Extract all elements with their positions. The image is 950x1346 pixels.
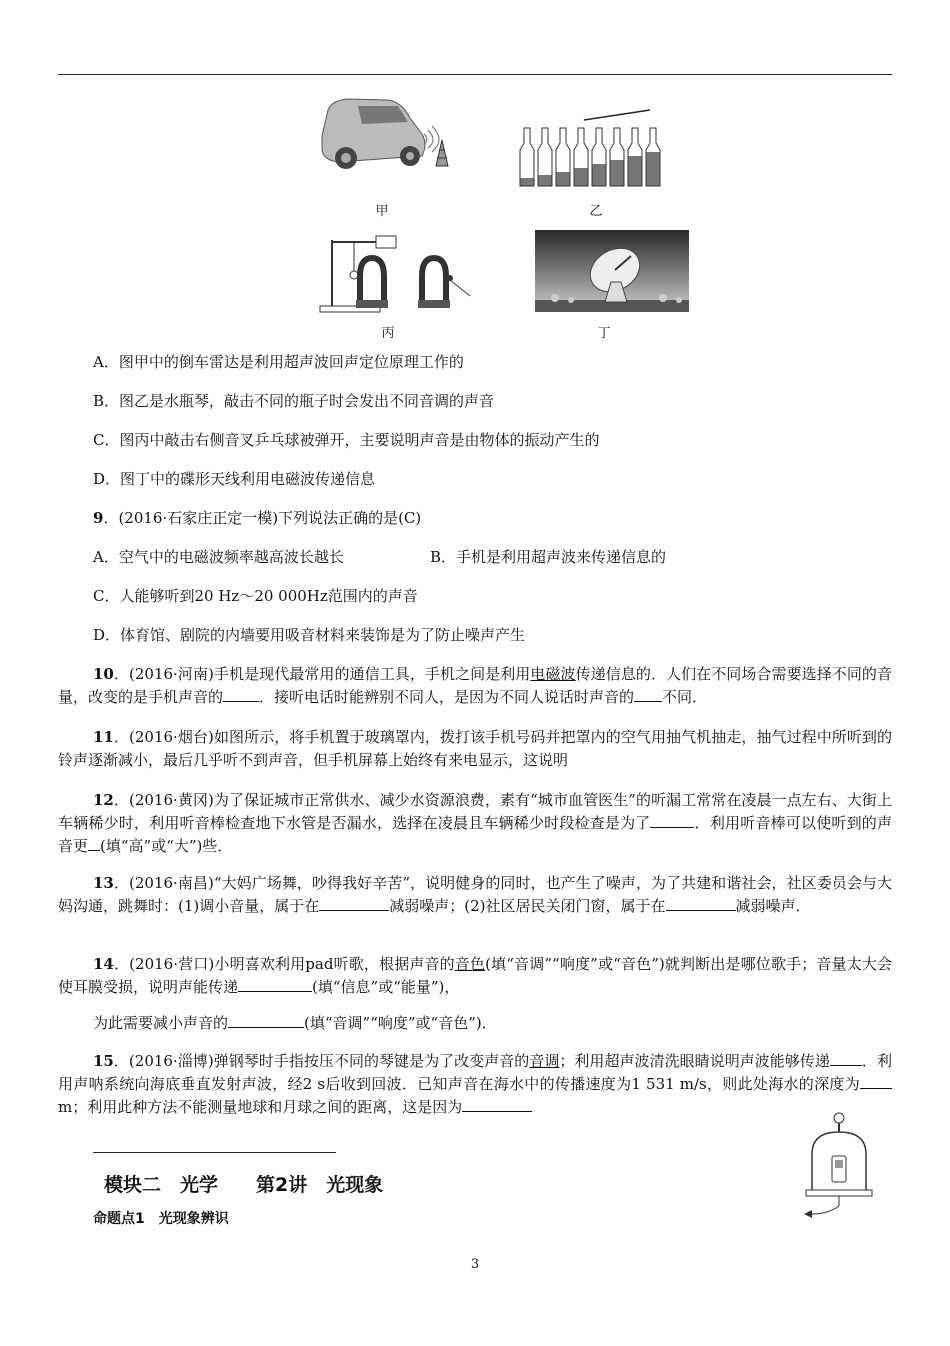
- q15-blank-3[interactable]: [860, 1074, 892, 1089]
- q14-text-5: (填“音调”“响度”或“音色”)．: [304, 1014, 497, 1032]
- question-10: [58, 663, 892, 709]
- q12-blank-1[interactable]: [650, 813, 694, 828]
- q10-blank-2[interactable]: [223, 687, 259, 702]
- q12-blank-2[interactable]: [88, 836, 100, 851]
- figure-bing-caption: 丙: [381, 326, 395, 341]
- q15-text-4: m；利用此种方法不能测量地球和月球之间的距离，这是因为: [58, 1098, 463, 1116]
- q15-number: 15: [93, 1052, 114, 1070]
- q14-text-1: ．(2016·营口)小明喜欢利用pad听歌，根据声音的: [113, 955, 455, 973]
- q12-number: 12: [93, 791, 114, 809]
- q15-text-2: ；利用超声波清洗眼睛说明声波能够传递: [559, 1052, 830, 1070]
- figure-ding-dish-antenna: [535, 230, 689, 312]
- q11-text: ．(2016·烟台)如图所示，将手机置于玻璃罩内，拨打该手机号码并把罩内的空气用抽气机抽走，抽气过程中所听到的铃声逐渐减小，最后几乎听不到声音，但手机屏幕上始终有来电显示，这说明: [58, 728, 892, 769]
- q15-answer-1: 音调: [529, 1052, 560, 1070]
- q13-text-2: 减弱噪声；(2)社区居民关闭门窗，属于在: [389, 897, 666, 915]
- q12-text-1: ．(2016·黄冈)为了保证城市正常供水、减少水资源浪费，素有“城市血管医生”的听漏工常常在凌晨一点左右、大街上车辆稀少时，利用听音棒检查地下水管是否漏水，选择在凌晨且车辆稀少时段检查是为了: [58, 791, 892, 832]
- question-13: [58, 872, 892, 918]
- figure-jia-reversing-radar: [318, 96, 458, 178]
- q15-text-1: ．(2016·淄博)弹钢琴时手指按压不同的琴键是为了改变声音的: [113, 1052, 530, 1070]
- q8-option-c: C．图丙中敲击右侧音叉乒乓球被弹开，主要说明声音是由物体的振动产生的: [93, 431, 600, 449]
- q12-text-2: ．利用听音棒可以使听到的声音更: [58, 814, 892, 855]
- header-rule: [58, 74, 892, 75]
- q14-text-4: 为此需要减小声音的: [93, 1014, 229, 1032]
- q14-text-2: (填“音调”“响度”或“音色”)就判断出是哪位歌手；音量太大会使耳膜受损，说明声能传递: [58, 955, 892, 996]
- module-heading: 模块二 光学 第2讲 光现象: [104, 1174, 384, 1196]
- q14-blank-2[interactable]: [238, 977, 312, 992]
- page-number: 3: [470, 1257, 480, 1272]
- q9-stem: [93, 508, 421, 528]
- question-11: [58, 726, 892, 772]
- footnote-rule: [93, 1152, 336, 1153]
- q13-number: 13: [93, 874, 114, 892]
- q13-blank-1[interactable]: [319, 896, 389, 911]
- q14-text-3: (填“信息”或“能量”)，: [312, 978, 460, 996]
- q9-option-d: D．体育馆、剧院的内墙要用吸音材料来装饰是为了防止噪声产生: [93, 626, 526, 644]
- figure-yi-caption: 乙: [589, 204, 603, 219]
- q13-blank-2[interactable]: [666, 896, 736, 911]
- q15-blank-2[interactable]: [830, 1051, 862, 1066]
- q14-number: 14: [93, 955, 114, 973]
- q10-answer-1: 电磁波: [530, 665, 576, 683]
- q12-text-3: (填“高”或“大”)些．: [100, 837, 233, 855]
- q15-blank-4[interactable]: [462, 1097, 532, 1112]
- q8-option-d: D．图丁中的碟形天线利用电磁波传递信息: [93, 470, 376, 488]
- q8-option-b: B．图乙是水瓶琴，敲击不同的瓶子时会发出不同音调的声音: [93, 392, 495, 410]
- figure-yi-water-bottles: [518, 108, 670, 188]
- q14-blank-3[interactable]: [228, 1013, 304, 1028]
- figure-ding-caption: 丁: [597, 326, 611, 341]
- q9-number: 9: [93, 509, 104, 527]
- topic-subheading: 命题点1 光现象辨识: [93, 1211, 229, 1227]
- q14-answer-1: 音色: [454, 955, 486, 973]
- q10-text-2: 传递信息的．人们在不同场合需要选择不同的音量，改变的是手机声音的: [58, 665, 892, 706]
- q13-text-1: ．(2016·南昌)“大妈广场舞，吵得我好辛苦”，说明健身的同时，也产生了噪声，为了共建和谐社会，社区委员会与大妈沟通，跳舞时：(1)调小音量，属于在: [58, 874, 892, 915]
- q11-number: 11: [93, 728, 114, 746]
- q13-text-3: 减弱噪声．: [735, 897, 811, 915]
- question-14: [58, 953, 892, 999]
- figure-bing-tuning-forks: [318, 230, 478, 314]
- question-12: [58, 789, 892, 858]
- q9-option-b: B．手机是利用超声波来传递信息的: [430, 548, 667, 566]
- question-14-cont: [93, 1013, 497, 1033]
- q10-text-1: ．(2016·河南)手机是现代最常用的通信工具，手机之间是利用: [113, 665, 531, 683]
- q10-blank-3[interactable]: [634, 687, 662, 702]
- q10-text-3: ．接听电话时能辨别不同人，是因为不同人说话时声音的: [259, 688, 635, 706]
- q9-stem-text: ．(2016·石家庄正定一模)下列说法正确的是(C): [103, 509, 422, 527]
- q15-text-3: ．利用声呐系统向海底垂直发射声波，经2 s后收到回波．已知声音在海水中的传播速度为1 531 m/s，则此处海水的深度为: [58, 1052, 892, 1093]
- q9-option-c: C．人能够听到20 Hz～20 000Hz范围内的声音: [93, 587, 418, 605]
- q8-option-a: A．图甲中的倒车雷达是利用超声波回声定位原理工作的: [93, 353, 464, 371]
- question-15: [58, 1050, 892, 1119]
- figure-bell-jar-phone: [798, 1110, 880, 1222]
- q9-option-a: A．空气中的电磁波频率越高波长越长: [93, 548, 344, 566]
- q10-text-4: 不同．: [662, 688, 708, 706]
- q10-number: 10: [93, 665, 114, 683]
- figure-jia-caption: 甲: [375, 204, 389, 219]
